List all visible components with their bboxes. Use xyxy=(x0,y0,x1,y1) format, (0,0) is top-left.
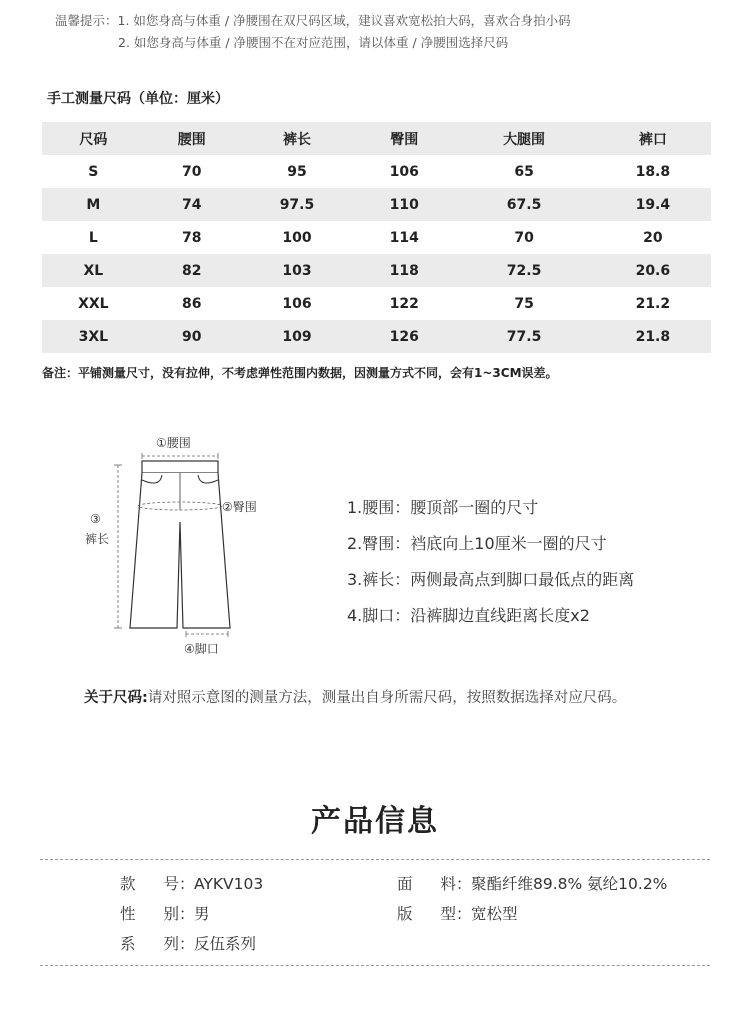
product-info-title: 产品信息 xyxy=(311,804,439,839)
product-key-char: 料 xyxy=(440,875,457,893)
product-item-fabric: 面 料：聚酯纤维89.8% 氨纶10.2% xyxy=(397,875,668,893)
product-key-char: 号 xyxy=(163,875,180,893)
product-value: 宽松型 xyxy=(471,905,518,923)
table-cell: 67.5 xyxy=(453,188,594,221)
table-cell: 3XL xyxy=(42,320,145,353)
table-cell: 72.5 xyxy=(453,254,594,287)
size-table xyxy=(42,122,711,353)
pants-outline-icon xyxy=(80,430,280,660)
product-value: AYKV103 xyxy=(194,875,264,893)
product-value: 男 xyxy=(194,905,210,923)
table-cell: 122 xyxy=(389,295,419,312)
product-key-char: 别 xyxy=(163,905,180,923)
table-cell: 126 xyxy=(355,320,453,353)
table-cell: 70 xyxy=(514,229,534,246)
table-cell: XXL xyxy=(78,295,109,312)
table-row xyxy=(42,221,711,254)
product-value: 聚酯纤维89.8% 氨纶10.2% xyxy=(471,875,668,893)
table-header: 臀围 xyxy=(355,122,453,155)
product-key-char: 版 xyxy=(397,905,413,923)
table-cell: 74 xyxy=(145,188,239,221)
table-cell: 103 xyxy=(239,254,355,287)
measurement-item: 1.腰围：腰顶部一圈的尺寸 xyxy=(347,498,539,517)
table-header: 腰围 xyxy=(145,122,239,155)
table-cell: 20 xyxy=(643,229,663,246)
about-size-label: 关于尺码: xyxy=(84,690,148,706)
table-header: 裤口 xyxy=(595,122,711,155)
table-cell: 95 xyxy=(287,163,307,180)
table-cell: 100 xyxy=(282,229,312,246)
table-cell: L xyxy=(88,229,98,246)
product-key-char: 性 xyxy=(120,905,136,923)
product-key-char: 面 xyxy=(397,875,413,893)
divider-bottom xyxy=(40,965,710,966)
tips xyxy=(55,10,571,54)
product-item-series: 系 列：反伍系列 xyxy=(120,935,257,953)
size-table-title: 手工测量尺码（单位：厘米） xyxy=(47,91,229,107)
table-cell: 114 xyxy=(389,229,419,246)
product-item-gender: 性 别：男 xyxy=(120,905,210,923)
table-row xyxy=(42,188,711,221)
product-key-char: 系 xyxy=(120,935,136,953)
table-cell: 70 xyxy=(182,163,202,180)
table-cell: 90 xyxy=(145,320,239,353)
measurement-item: 3.裤长：两侧最高点到脚口最低点的距离 xyxy=(347,570,635,589)
diagram-label-hip: ②臀围 xyxy=(222,500,257,514)
diagram-label-hem: ④脚口 xyxy=(184,642,219,656)
table-row xyxy=(42,155,711,188)
product-item-fit: 版 型：宽松型 xyxy=(397,905,518,923)
table-row xyxy=(42,320,711,353)
table-cell: 75 xyxy=(514,295,534,312)
table-header: 尺码 xyxy=(42,122,145,155)
table-cell: 118 xyxy=(355,254,453,287)
product-key-char: 列 xyxy=(163,935,180,953)
table-header: 大腿围 xyxy=(453,122,594,155)
table-header: 裤长 xyxy=(239,122,355,155)
table-cell: 86 xyxy=(182,295,202,312)
table-cell: 20.6 xyxy=(595,254,711,287)
table-cell: 106 xyxy=(389,163,419,180)
table-header-row xyxy=(42,122,711,155)
diagram-label-waist: ①腰围 xyxy=(156,436,191,450)
table-cell: 78 xyxy=(182,229,202,246)
product-key-char: 款 xyxy=(120,875,136,893)
table-cell: 110 xyxy=(355,188,453,221)
size-note: 备注：平铺测量尺寸，没有拉伸，不考虑弹性范围内数据，因测量方式不同，会有1~3CM误差。 xyxy=(42,366,558,380)
product-item-style-no: 款 号：AYKV103 xyxy=(120,875,264,893)
product-value: 反伍系列 xyxy=(194,935,257,953)
table-cell: 77.5 xyxy=(453,320,594,353)
diagram-label-length-num: ③ xyxy=(90,512,101,526)
about-size-text: 请对照示意图的测量方法，测量出自身所需尺码，按照数据选择对应尺码。 xyxy=(147,690,627,706)
tips-line-1: 1. 如您身高与体重 / 净腰围在双尺码区域，建议喜欢宽松拍大码，喜欢合身拍小码 xyxy=(117,13,571,28)
diagram-label-length: 裤长 xyxy=(85,532,110,546)
table-cell: 21.2 xyxy=(635,295,671,312)
table-cell: M xyxy=(42,188,145,221)
measurement-list xyxy=(347,490,634,634)
measurement-item: 4.脚口：沿裤脚边直线距离长度x2 xyxy=(347,606,590,625)
table-row xyxy=(42,254,711,287)
table-row xyxy=(42,287,711,320)
table-cell: 106 xyxy=(282,295,312,312)
tips-label: 温馨提示： xyxy=(55,13,118,28)
table-cell: 82 xyxy=(145,254,239,287)
divider-top xyxy=(40,859,710,860)
about-size xyxy=(84,684,674,712)
product-key-char: 型 xyxy=(440,905,457,923)
table-cell: 97.5 xyxy=(239,188,355,221)
table-cell: XL xyxy=(42,254,145,287)
table-cell: 18.8 xyxy=(635,163,671,180)
pants-diagram xyxy=(80,430,280,660)
table-cell: 19.4 xyxy=(595,188,711,221)
table-cell: S xyxy=(88,163,99,180)
measurement-item: 2.臀围：裆底向上10厘米一圈的尺寸 xyxy=(347,534,607,553)
table-cell: 65 xyxy=(514,163,534,180)
table-cell: 109 xyxy=(239,320,355,353)
table-cell: 21.8 xyxy=(595,320,711,353)
tips-line-2: 2. 如您身高与体重 / 净腰围不在对应范围，请以体重 / 净腰围选择尺码 xyxy=(118,35,509,50)
